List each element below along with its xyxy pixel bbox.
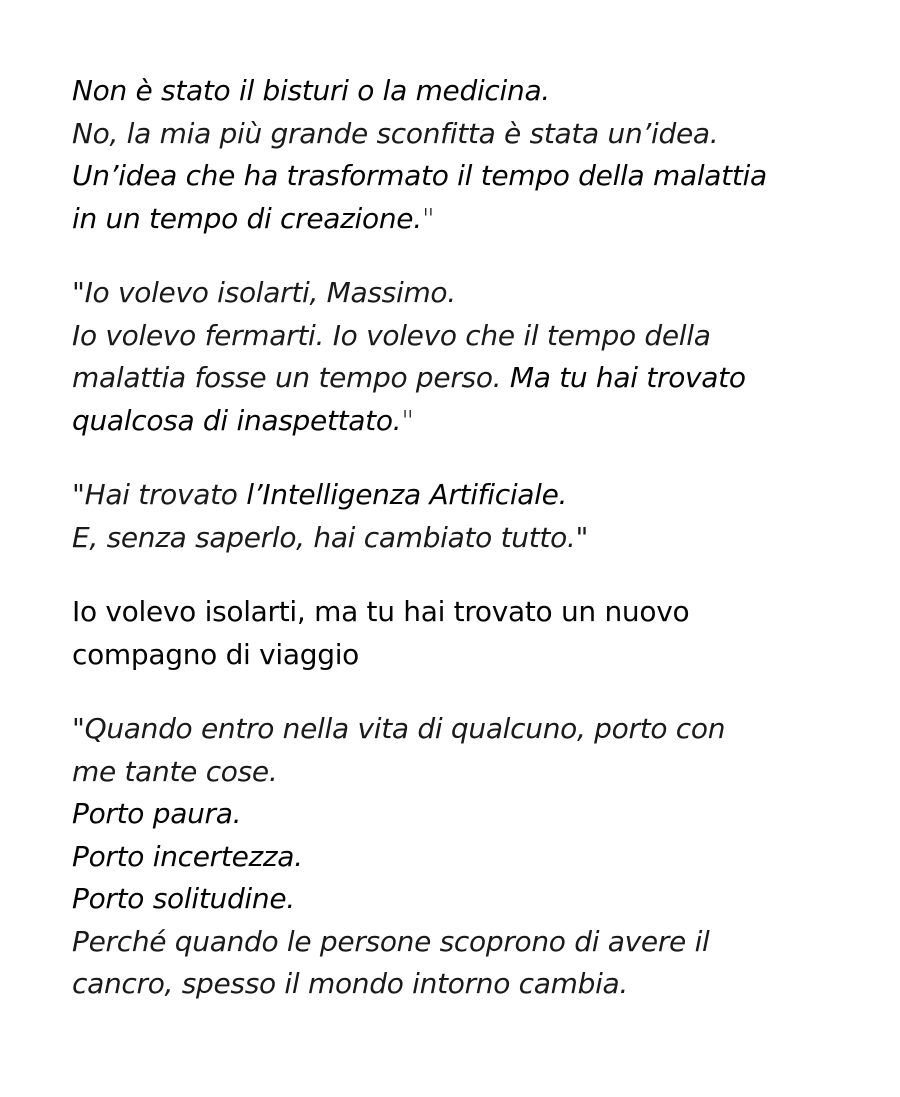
paragraph-1-line-2: No, la mia più grande sconfitta è stata un’idea. [72,116,719,150]
paragraph-2-line-3-wrapper [72,357,862,400]
paragraph-1-closing-quote: " [421,201,435,235]
paragraph-5-line-7: cancro, spesso il mondo intorno cambia. [72,967,629,1000]
paragraph-5-line-4: Porto incertezza. [72,839,303,873]
paragraph-2-line-4: qualcosa di inaspettato. [72,403,402,437]
paragraph-2-line-3-bold: Ma tu hai trovato [509,361,746,394]
paragraph-4-line-1: Io volevo isolarti, ma tu hai trovato un nuovo [72,595,690,628]
document-page [72,70,862,1006]
paragraph-1-line-4-wrapper [72,198,862,241]
paragraph-3-line-1-italic: "Hai trovato [72,478,247,511]
paragraph-2-line-3-italic: malattia fosse un tempo perso. [72,361,510,394]
paragraph-5 [72,708,862,1006]
paragraph-2 [72,272,862,442]
paragraph-3-line-2: E, senza saperlo, hai cambiato tutto." [72,520,589,554]
paragraph-2-line-1: "Io volevo isolarti, Massimo. [72,276,456,309]
paragraph-4 [72,591,862,676]
paragraph-1-line-4: in un tempo di creazione. [72,201,422,235]
paragraph-1-line-1: Non è stato il bisturi o la medicina. [72,74,550,107]
paragraph-5-line-1: "Quando entro nella vita di qualcuno, porto con [72,712,726,745]
paragraph-1-line-3: Un’idea che ha trasformato il tempo della malattia [72,159,767,192]
paragraph-3-line-1-wrapper [72,474,862,517]
paragraph-2-closing-quote: " [401,403,414,437]
paragraph-2-line-4-wrapper [72,400,862,443]
paragraph-spacer [72,559,862,591]
paragraph-5-line-6: Perché quando le persone scoprono di avere il [72,924,710,958]
paragraph-2-line-2: Io volevo fermarti. Io volevo che il tempo della [72,318,711,352]
paragraph-1 [72,70,862,240]
paragraph-spacer [72,442,862,474]
paragraph-3 [72,474,862,559]
paragraph-spacer [72,240,862,272]
paragraph-4-line-2: compagno di viaggio [72,637,360,671]
paragraph-5-line-3: Porto paura. [72,797,242,830]
paragraph-5-line-2: me tante cose. [72,754,278,788]
paragraph-spacer [72,676,862,708]
paragraph-5-line-5: Porto solitudine. [72,882,295,915]
paragraph-3-line-1-bold: l’Intelligenza Artificiale. [246,478,568,511]
